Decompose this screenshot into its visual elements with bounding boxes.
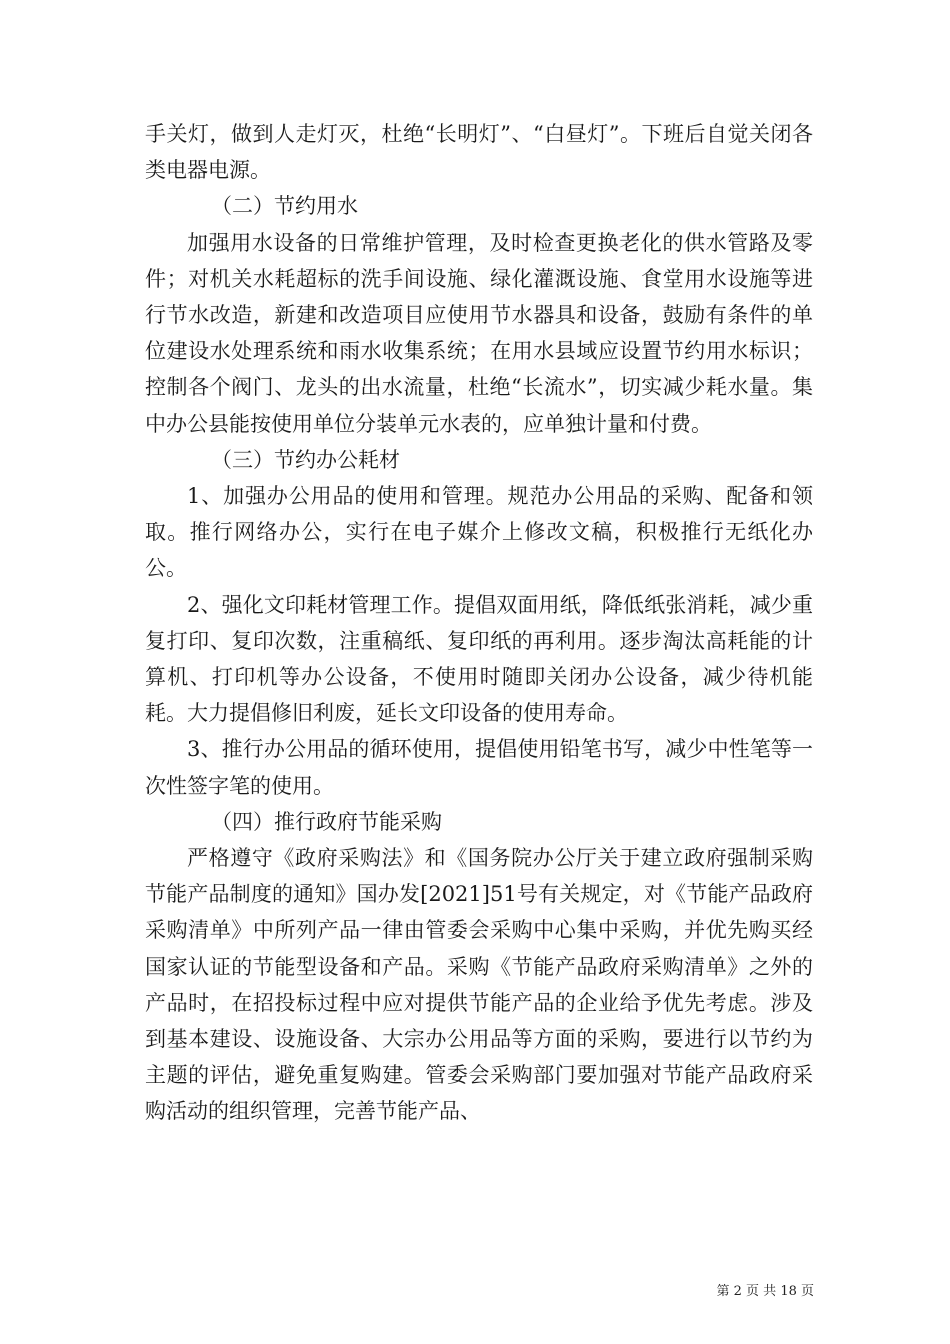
section-heading-water: （二）节约用水 (211, 194, 358, 219)
paragraph-water-saving: 加强用水设备的日常维护管理，及时检查更换老化的供水管路及零件；对机关水耗超标的洗手间设施、绿化灌溉设施、食堂用水设施等进行节水改造，新建和改造项目应使用节水器具和设备，鼓励有条件的单位建设水处理系统和雨水收集系统；在用水县域应设置节约用水标识；控制各个阀门、龙头的出水流量，杜绝“长流水”，切实减少耗水量。集中办公县能按使用单位分装单元水表的，应单独计量和付费。 (145, 230, 813, 436)
section-heading-procurement: （四）推行政府节能采购 (211, 809, 442, 834)
paragraph-supplies-item-3: 3、推行办公用品的循环使用，提倡使用铅笔书写，减少中性笔等一次性签字笔的使用。 (145, 737, 813, 798)
document-body (145, 116, 813, 1130)
paragraph-supplies-item-2: 2、强化文印耗材管理工作。提倡双面用纸，降低纸张消耗，减少重复打印、复印次数，注重稿纸、复印纸的再利用。逐步淘汰高耗能的计算机、打印机等办公设备，不使用时随即关闭办公设备，减少待机能耗。大力提倡修旧利废，延长文印设备的使用寿命。 (145, 592, 813, 726)
paragraph-lighting-continued: 手关灯，做到人走灯灭，杜绝“长明灯”、“白昼灯”。下班后自觉关闭各类电器电源。 (145, 122, 813, 183)
page-number-footer: 第 2 页 共 18 页 (716, 1284, 814, 1299)
section-heading-office-supplies: （三）节约办公耗材 (211, 447, 400, 472)
paragraph-procurement: 严格遵守《政府采购法》和《国务院办公厅关于建立政府强制采购节能产品制度的通知》国办发[2021]51号有关规定，对《节能产品政府采购清单》中所列产品一律由管委会采购中心集中采购，并优先购买经国家认证的节能型设备和产品。采购《节能产品政府采购清单》之外的产品时，在招投标过程中应对提供节能产品的企业给予优先考虑。涉及到基本建设、设施设备、大宗办公用品等方面的采购，要进行以节约为主题的评估，避免重复购建。管委会采购部门要加强对节能产品政府采购活动的组织管理，完善节能产品、 (145, 846, 813, 1124)
paragraph-supplies-item-1: 1、加强办公用品的使用和管理。规范办公用品的采购、配备和领取。推行网络办公，实行在电子媒介上修改文稿，积极推行无纸化办公。 (145, 484, 813, 581)
